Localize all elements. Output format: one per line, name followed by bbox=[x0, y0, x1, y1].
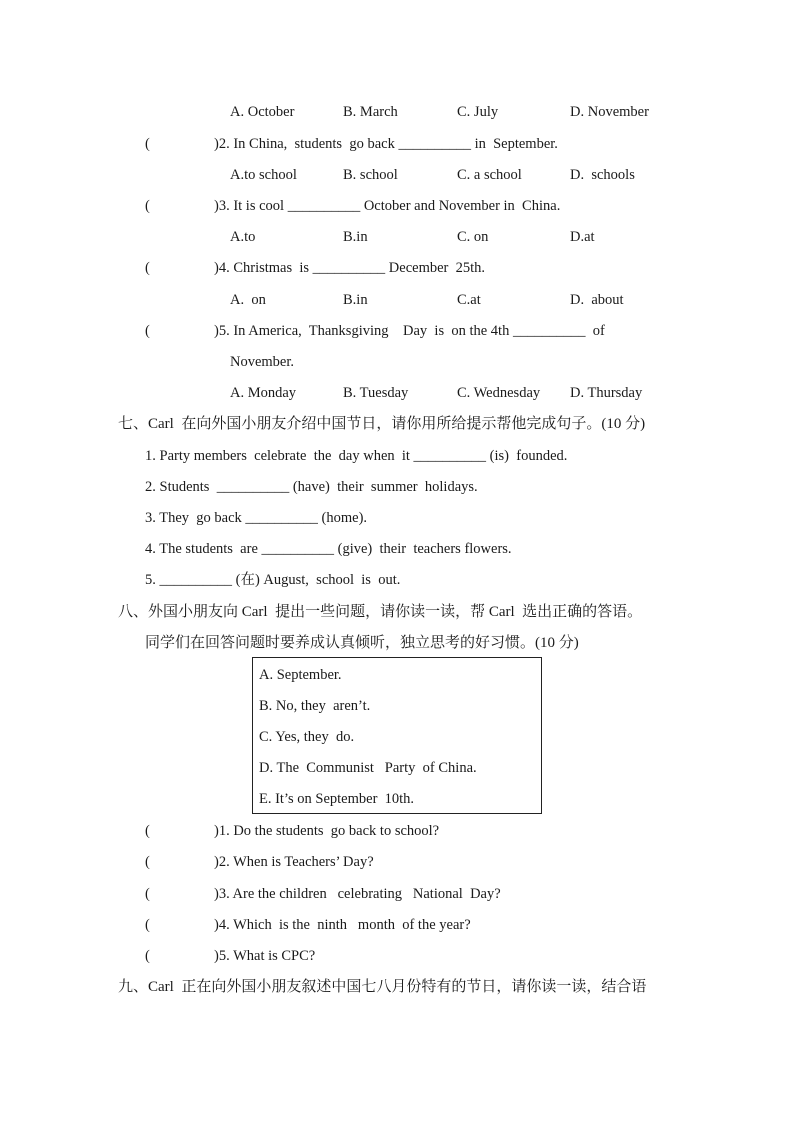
fill-item: 2. Students __________ (have) their summer holidays. bbox=[145, 479, 478, 495]
answer-paren: ( bbox=[145, 260, 150, 276]
option: A.to bbox=[230, 229, 256, 245]
question-stem: )5. In America, Thanksgiving Day is on the 4th __________ of bbox=[214, 323, 605, 339]
option: C. on bbox=[457, 229, 489, 245]
question-item: )2. When is Teachers’ Day? bbox=[214, 854, 374, 870]
answer-option: B. No, they aren’t. bbox=[259, 698, 371, 714]
question-item: )3. Are the children celebrating National Day? bbox=[214, 886, 501, 902]
section-8-heading: 八、外国小朋友向 Carl 提出一些问题，请你读一读，帮 Carl 选出正确的答语。 bbox=[118, 604, 643, 620]
option: C. a school bbox=[457, 167, 522, 183]
answer-option: A. September. bbox=[259, 667, 342, 683]
question-item: )1. Do the students go back to school? bbox=[214, 823, 440, 839]
answer-paren: ( bbox=[145, 948, 150, 964]
option: A. Monday bbox=[230, 385, 297, 401]
option: D. schools bbox=[570, 167, 635, 183]
fill-item: 4. The students are __________ (give) their teachers flowers. bbox=[145, 541, 512, 557]
question-item: )4. Which is the ninth month of the year? bbox=[214, 917, 471, 933]
option: A. October bbox=[230, 104, 295, 120]
option: A.to school bbox=[230, 167, 297, 183]
fill-item: 5. __________ (在) August, school is out. bbox=[145, 572, 401, 588]
answer-paren: ( bbox=[145, 198, 150, 214]
option: B.in bbox=[343, 292, 368, 308]
answer-paren: ( bbox=[145, 854, 150, 870]
fill-item: 3. They go back __________ (home). bbox=[145, 510, 368, 526]
answer-paren: ( bbox=[145, 886, 150, 902]
question-item: )5. What is CPC? bbox=[214, 948, 316, 964]
option: D. November bbox=[570, 104, 649, 120]
option: A. on bbox=[230, 292, 266, 308]
section-8-heading-line2: 同学们在回答问题时要养成认真倾听，独立思考的好习惯。(10 分) bbox=[145, 635, 579, 651]
answer-paren: ( bbox=[145, 917, 150, 933]
question-stem: )4. Christmas is __________ December 25th. bbox=[214, 260, 486, 276]
option: B. March bbox=[343, 104, 398, 120]
answer-option: E. It’s on September 10th. bbox=[259, 791, 415, 807]
option: D. Thursday bbox=[570, 385, 643, 401]
option: C.at bbox=[457, 292, 481, 308]
answer-paren: ( bbox=[145, 823, 150, 839]
fill-item: 1. Party members celebrate the day when it __________ (is) founded. bbox=[145, 448, 568, 464]
section-7-heading: 七、Carl 在向外国小朋友介绍中国节日，请你用所给提示帮他完成句子。(10 分) bbox=[118, 416, 646, 432]
option: D.at bbox=[570, 229, 595, 245]
answer-paren: ( bbox=[145, 323, 150, 339]
question-stem-continued: November. bbox=[230, 354, 295, 370]
option: C. July bbox=[457, 104, 499, 120]
question-stem: )3. It is cool __________ October and November in China. bbox=[214, 198, 561, 214]
answer-option: C. Yes, they do. bbox=[259, 729, 355, 745]
option: B. Tuesday bbox=[343, 385, 409, 401]
option: B. school bbox=[343, 167, 398, 183]
answer-option: D. The Communist Party of China. bbox=[259, 760, 477, 776]
section-9-heading: 九、Carl 正在向外国小朋友叙述中国七八月份特有的节日，请你读一读，结合语 bbox=[118, 979, 647, 995]
question-stem: )2. In China, students go back __________ in September. bbox=[214, 136, 558, 152]
option: C. Wednesday bbox=[457, 385, 541, 401]
option: B.in bbox=[343, 229, 368, 245]
answer-paren: ( bbox=[145, 136, 150, 152]
option: D. about bbox=[570, 292, 624, 308]
